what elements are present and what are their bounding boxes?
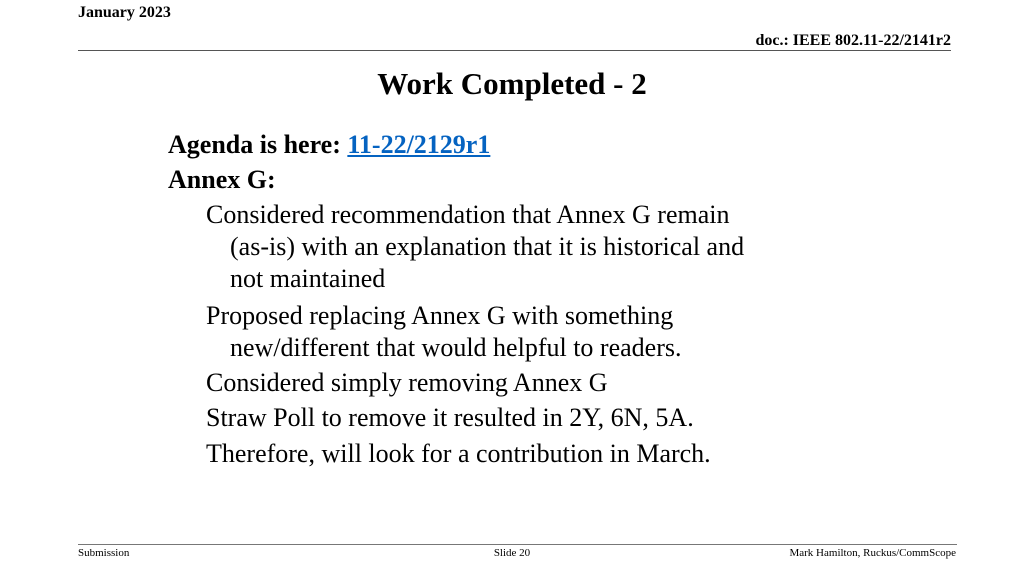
bullet-line: Therefore, will look for a contribution in March. xyxy=(206,439,711,468)
slide-title: Work Completed - 2 xyxy=(377,66,647,101)
footer-slide-number: Slide 20 xyxy=(493,547,531,559)
footer-divider xyxy=(78,544,957,545)
header-date: January 2023 xyxy=(78,4,171,21)
annex-heading: Annex G: xyxy=(168,165,276,194)
bullet-line: Proposed replacing Annex G with something xyxy=(206,301,674,330)
header-divider xyxy=(78,50,951,51)
agenda-label: Agenda is here: xyxy=(168,130,348,159)
bullet-line: Considered recommendation that Annex G remain xyxy=(206,200,730,229)
bullet-line: Straw Poll to remove it resulted in 2Y, 6N, 5A. xyxy=(206,403,694,432)
agenda-link[interactable]: 11-22/2129r1 xyxy=(347,130,491,159)
footer-author: Mark Hamilton, Ruckus/CommScope xyxy=(789,547,956,559)
bullet-line: (as-is) with an explanation that it is historical and xyxy=(230,232,745,261)
bullet-line: new/different that would helpful to readers. xyxy=(230,333,682,362)
footer-submission: Submission xyxy=(78,547,130,559)
header-doc-id: doc.: IEEE 802.11-22/2141r2 xyxy=(755,32,951,49)
agenda-line xyxy=(168,130,490,160)
bullet-line: not maintained xyxy=(230,264,386,293)
bullet-line: Considered simply removing Annex G xyxy=(206,368,608,397)
